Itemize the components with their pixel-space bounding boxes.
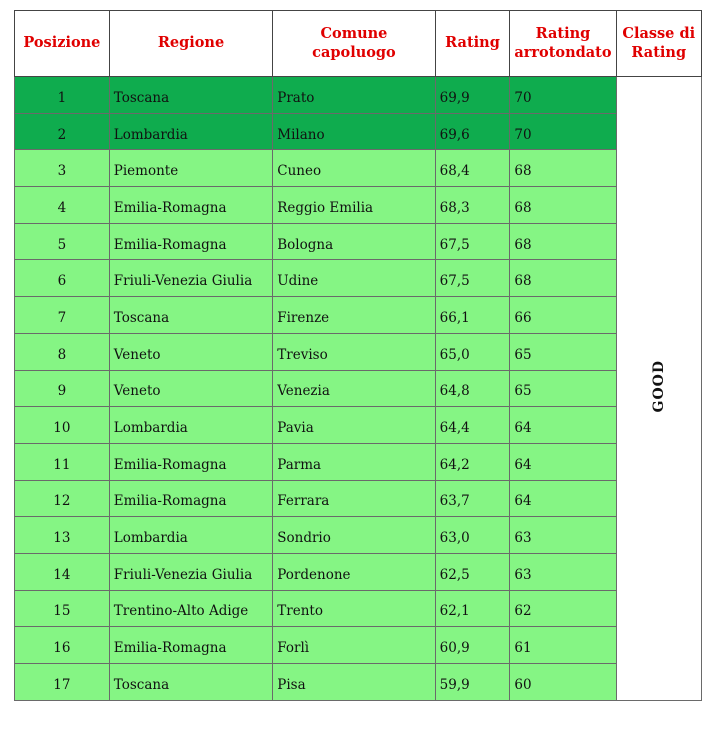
class-label: GOOD xyxy=(650,360,667,413)
cell-rating-arrotondato: 68 xyxy=(510,187,616,224)
header-posizione: Posizione xyxy=(15,11,110,77)
cell-posizione: 1 xyxy=(15,77,110,114)
cell-comune: Forlì xyxy=(273,627,435,664)
cell-regione: Trentino-Alto Adige xyxy=(109,590,272,627)
cell-posizione: 9 xyxy=(15,370,110,407)
cell-rating: 68,4 xyxy=(435,150,510,187)
cell-posizione: 14 xyxy=(15,553,110,590)
cell-regione: Emilia-Romagna xyxy=(109,223,272,260)
ranking-table xyxy=(14,10,702,701)
cell-regione: Friuli-Venezia Giulia xyxy=(109,553,272,590)
table-row xyxy=(15,407,702,444)
cell-rating: 65,0 xyxy=(435,333,510,370)
table-row xyxy=(15,77,702,114)
cell-rating: 60,9 xyxy=(435,627,510,664)
cell-rating: 62,1 xyxy=(435,590,510,627)
table-row xyxy=(15,223,702,260)
cell-comune: Sondrio xyxy=(273,517,435,554)
cell-posizione: 7 xyxy=(15,297,110,334)
cell-comune: Venezia xyxy=(273,370,435,407)
cell-rating-arrotondato: 65 xyxy=(510,370,616,407)
cell-regione: Lombardia xyxy=(109,113,272,150)
cell-rating-arrotondato: 68 xyxy=(510,260,616,297)
cell-rating-arrotondato: 66 xyxy=(510,297,616,334)
cell-regione: Friuli-Venezia Giulia xyxy=(109,260,272,297)
cell-comune: Ferrara xyxy=(273,480,435,517)
cell-rating-arrotondato: 60 xyxy=(510,664,616,701)
cell-rating-arrotondato: 65 xyxy=(510,333,616,370)
cell-rating-arrotondato: 64 xyxy=(510,480,616,517)
header-regione: Regione xyxy=(109,11,272,77)
cell-rating: 68,3 xyxy=(435,187,510,224)
table-row xyxy=(15,443,702,480)
cell-regione: Emilia-Romagna xyxy=(109,443,272,480)
cell-posizione: 4 xyxy=(15,187,110,224)
cell-rating: 64,8 xyxy=(435,370,510,407)
cell-rating-arrotondato: 70 xyxy=(510,113,616,150)
cell-comune: Firenze xyxy=(273,297,435,334)
cell-rating: 69,9 xyxy=(435,77,510,114)
cell-rating: 67,5 xyxy=(435,260,510,297)
cell-comune: Udine xyxy=(273,260,435,297)
cell-rating-arrotondato: 62 xyxy=(510,590,616,627)
cell-comune: Milano xyxy=(273,113,435,150)
table-row xyxy=(15,297,702,334)
cell-posizione: 6 xyxy=(15,260,110,297)
cell-posizione: 5 xyxy=(15,223,110,260)
cell-comune: Trento xyxy=(273,590,435,627)
table-row xyxy=(15,664,702,701)
cell-posizione: 15 xyxy=(15,590,110,627)
header-rating-arrotondato xyxy=(510,11,616,77)
table-row xyxy=(15,553,702,590)
cell-regione: Toscana xyxy=(109,77,272,114)
cell-posizione: 8 xyxy=(15,333,110,370)
cell-rating-arrotondato: 64 xyxy=(510,407,616,444)
cell-regione: Veneto xyxy=(109,333,272,370)
cell-regione: Veneto xyxy=(109,370,272,407)
cell-regione: Toscana xyxy=(109,664,272,701)
cell-rating: 66,1 xyxy=(435,297,510,334)
cell-regione: Emilia-Romagna xyxy=(109,480,272,517)
cell-rating-arrotondato: 63 xyxy=(510,553,616,590)
table-row xyxy=(15,627,702,664)
cell-comune: Reggio Emilia xyxy=(273,187,435,224)
cell-posizione: 2 xyxy=(15,113,110,150)
cell-rating-arrotondato: 61 xyxy=(510,627,616,664)
cell-comune: Treviso xyxy=(273,333,435,370)
header-rating-arrotondato-line1: Rating xyxy=(535,25,591,43)
cell-posizione: 13 xyxy=(15,517,110,554)
cell-posizione: 16 xyxy=(15,627,110,664)
table-row xyxy=(15,260,702,297)
cell-comune: Bologna xyxy=(273,223,435,260)
cell-posizione: 10 xyxy=(15,407,110,444)
table-header-row xyxy=(15,11,702,77)
cell-posizione: 17 xyxy=(15,664,110,701)
cell-comune: Pavia xyxy=(273,407,435,444)
header-classe-di-rating xyxy=(616,11,701,77)
cell-rating: 69,6 xyxy=(435,113,510,150)
cell-rating: 59,9 xyxy=(435,664,510,701)
table-row xyxy=(15,113,702,150)
cell-rating-arrotondato: 68 xyxy=(510,223,616,260)
header-classe-line2: Rating xyxy=(631,43,687,61)
cell-regione: Emilia-Romagna xyxy=(109,627,272,664)
header-rating-arrotondato-line2: arrotondato xyxy=(514,43,612,61)
cell-rating-arrotondato: 70 xyxy=(510,77,616,114)
cell-comune: Pordenone xyxy=(273,553,435,590)
header-classe-line1: Classe di xyxy=(622,25,696,43)
cell-classe-di-rating xyxy=(616,77,701,701)
table-body xyxy=(15,77,702,701)
cell-comune: Cuneo xyxy=(273,150,435,187)
cell-rating: 63,0 xyxy=(435,517,510,554)
table-row xyxy=(15,370,702,407)
cell-rating-arrotondato: 63 xyxy=(510,517,616,554)
cell-regione: Toscana xyxy=(109,297,272,334)
cell-comune: Parma xyxy=(273,443,435,480)
ranking-table-wrapper xyxy=(14,10,702,701)
cell-regione: Lombardia xyxy=(109,407,272,444)
cell-posizione: 11 xyxy=(15,443,110,480)
cell-regione: Lombardia xyxy=(109,517,272,554)
cell-comune: Pisa xyxy=(273,664,435,701)
cell-rating: 63,7 xyxy=(435,480,510,517)
cell-regione: Piemonte xyxy=(109,150,272,187)
cell-rating-arrotondato: 68 xyxy=(510,150,616,187)
cell-rating-arrotondato: 64 xyxy=(510,443,616,480)
header-rating: Rating xyxy=(435,11,510,77)
header-comune-capoluogo: Comune capoluogo xyxy=(273,11,435,77)
cell-posizione: 12 xyxy=(15,480,110,517)
table-row xyxy=(15,517,702,554)
cell-rating: 64,4 xyxy=(435,407,510,444)
cell-rating: 64,2 xyxy=(435,443,510,480)
table-row xyxy=(15,150,702,187)
cell-regione: Emilia-Romagna xyxy=(109,187,272,224)
table-row xyxy=(15,480,702,517)
table-row xyxy=(15,590,702,627)
cell-rating: 62,5 xyxy=(435,553,510,590)
cell-posizione: 3 xyxy=(15,150,110,187)
cell-comune: Prato xyxy=(273,77,435,114)
table-row xyxy=(15,187,702,224)
cell-rating: 67,5 xyxy=(435,223,510,260)
table-row xyxy=(15,333,702,370)
